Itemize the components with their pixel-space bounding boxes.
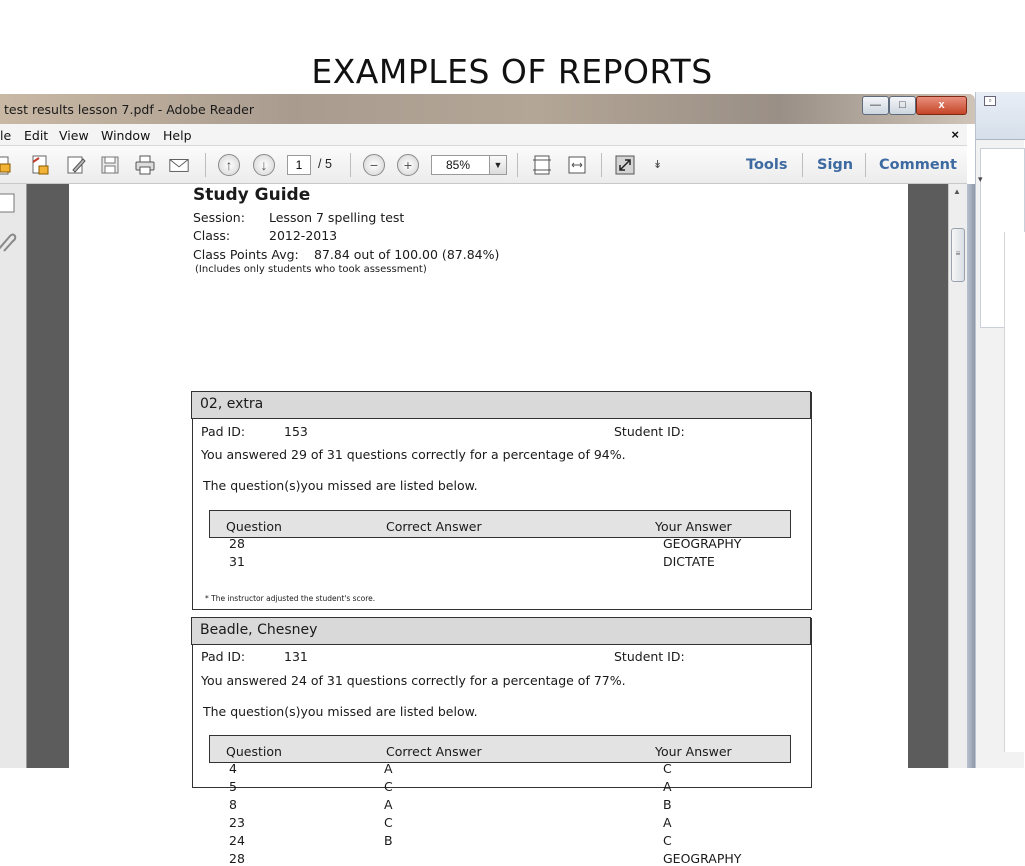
session-value: Lesson 7 spelling test	[269, 210, 405, 225]
menu-bar	[0, 124, 967, 146]
pad-id-value: 153	[284, 424, 308, 439]
col-correct-answer: Correct Answer	[386, 744, 482, 759]
class-label: Class:	[193, 228, 231, 243]
pad-id-label: Pad ID:	[201, 424, 246, 439]
pad-id-value: 131	[284, 649, 308, 664]
chevron-down-icon[interactable]: ▼	[489, 156, 506, 174]
window-titlebar[interactable]	[0, 94, 975, 124]
document-heading: Study Guide	[193, 185, 311, 205]
col-your-answer: Your Answer	[655, 519, 732, 534]
toolbar-separator	[865, 153, 866, 177]
close-button[interactable]: x	[916, 96, 967, 115]
print-icon[interactable]	[134, 154, 156, 176]
table-row-correct-answer: C	[384, 815, 393, 830]
student-report-header	[192, 392, 812, 420]
document-close-icon[interactable]: ×	[951, 127, 959, 142]
session-label: Session:	[193, 210, 245, 225]
missed-text: The question(s)you missed are listed below.	[203, 478, 478, 493]
table-row-question: 23	[229, 815, 245, 830]
table-row-correct-answer: C	[384, 779, 393, 794]
maximize-button[interactable]: □	[889, 96, 916, 115]
menu-window[interactable]: Window	[101, 128, 151, 143]
avg-note: (Includes only students who took assessment)	[195, 264, 427, 275]
fit-width-icon[interactable]	[566, 154, 588, 176]
avg-label: Class Points Avg:	[193, 247, 299, 262]
col-correct-answer: Correct Answer	[386, 519, 482, 534]
zoom-value: 85%	[446, 158, 471, 172]
table-row-question: 24	[229, 833, 245, 848]
tools-button[interactable]: Tools	[746, 157, 788, 173]
menu-view[interactable]: View	[59, 128, 89, 143]
table-row-question: 4	[229, 761, 237, 776]
table-row-question: 31	[229, 554, 245, 569]
full-screen-icon[interactable]	[614, 154, 636, 176]
table-row-your-answer: GEOGRAPHY	[663, 536, 742, 551]
scrollbar-thumb[interactable]: ≡	[951, 228, 965, 282]
background-sheet	[1004, 232, 1025, 752]
avg-value: 87.84 out of 100.00 (87.84%)	[314, 247, 500, 262]
sign-button[interactable]: Sign	[817, 157, 854, 173]
page-thumbnails-icon[interactable]	[0, 192, 18, 216]
page-total: / 5	[318, 157, 332, 171]
background-window	[975, 92, 1024, 768]
comment-button[interactable]: Comment	[879, 157, 957, 173]
table-row-question: 28	[229, 851, 245, 866]
combine-files-icon[interactable]	[29, 154, 51, 176]
next-page-icon[interactable]: ↓	[253, 154, 275, 176]
menu-file[interactable]: le	[0, 128, 12, 143]
previous-page-icon[interactable]: ↑	[218, 154, 240, 176]
class-value: 2012-2013	[269, 228, 338, 243]
toolbar	[0, 146, 967, 184]
table-row-your-answer: GEOGRAPHY	[663, 851, 742, 866]
student-name: 02, extra	[191, 391, 811, 419]
vertical-scrollbar[interactable]	[948, 184, 967, 768]
edit-icon[interactable]	[65, 154, 87, 176]
table-row-your-answer: B	[663, 797, 672, 812]
table-row-your-answer: C	[663, 761, 672, 776]
pdf-page	[69, 184, 908, 866]
missed-text: The question(s)you missed are listed below.	[203, 704, 478, 719]
table-row-question: 28	[229, 536, 245, 551]
scroll-up-icon[interactable]: ▲	[953, 187, 961, 196]
table-row-correct-answer: A	[384, 797, 393, 812]
student-id-label: Student ID:	[614, 424, 685, 439]
result-text: You answered 24 of 31 questions correctly for a percentage of 77%.	[201, 673, 626, 688]
email-icon[interactable]	[168, 154, 190, 176]
create-pdf-icon[interactable]	[0, 154, 14, 176]
window-title: test results lesson 7.pdf - Adobe Reader	[4, 102, 254, 117]
pad-id-label: Pad ID:	[201, 649, 246, 664]
navigation-pane	[0, 184, 27, 768]
table-row-your-answer: DICTATE	[663, 554, 715, 569]
table-row-correct-answer: A	[384, 761, 393, 776]
menu-help[interactable]: Help	[163, 128, 192, 143]
background-restore-icon[interactable]: ▫	[984, 96, 996, 106]
col-your-answer: Your Answer	[655, 744, 732, 759]
toolbar-separator	[517, 153, 518, 177]
toolbar-separator	[350, 153, 351, 177]
table-row-correct-answer: B	[384, 833, 393, 848]
attachments-icon[interactable]	[0, 232, 18, 256]
fit-page-icon[interactable]	[531, 154, 553, 176]
minimize-button[interactable]: —	[862, 96, 889, 115]
adobe-reader-window	[0, 94, 975, 866]
student-name: Beadle, Chesney	[191, 617, 811, 645]
document-area[interactable]	[27, 184, 948, 866]
table-row-question: 8	[229, 797, 237, 812]
background-dropdown-icon[interactable]: ▾	[978, 174, 983, 184]
toolbar-separator	[205, 153, 206, 177]
zoom-out-icon[interactable]: −	[363, 154, 385, 176]
page-number-input[interactable]: 1	[287, 155, 311, 175]
student-report-header	[192, 618, 812, 646]
window-frame	[967, 184, 975, 768]
student-id-label: Student ID:	[614, 649, 685, 664]
toolbar-separator	[802, 153, 803, 177]
slide-title: EXAMPLES OF REPORTS	[311, 52, 713, 91]
table-row-your-answer: A	[663, 779, 672, 794]
result-text: You answered 29 of 31 questions correctly for a percentage of 94%.	[201, 447, 626, 462]
save-icon[interactable]	[99, 154, 121, 176]
table-row-your-answer: C	[663, 833, 672, 848]
col-question: Question	[226, 744, 282, 759]
score-footnote: * The instructor adjusted the student's score.	[205, 594, 376, 603]
toolbar-separator	[601, 153, 602, 177]
table-row-your-answer: A	[663, 815, 672, 830]
table-row-question: 5	[229, 779, 237, 794]
zoom-select[interactable]	[431, 155, 507, 175]
menu-edit[interactable]: Edit	[24, 128, 49, 143]
zoom-in-icon[interactable]: +	[397, 154, 419, 176]
col-question: Question	[226, 519, 282, 534]
customize-toolbar-icon[interactable]: ↡	[653, 158, 663, 171]
